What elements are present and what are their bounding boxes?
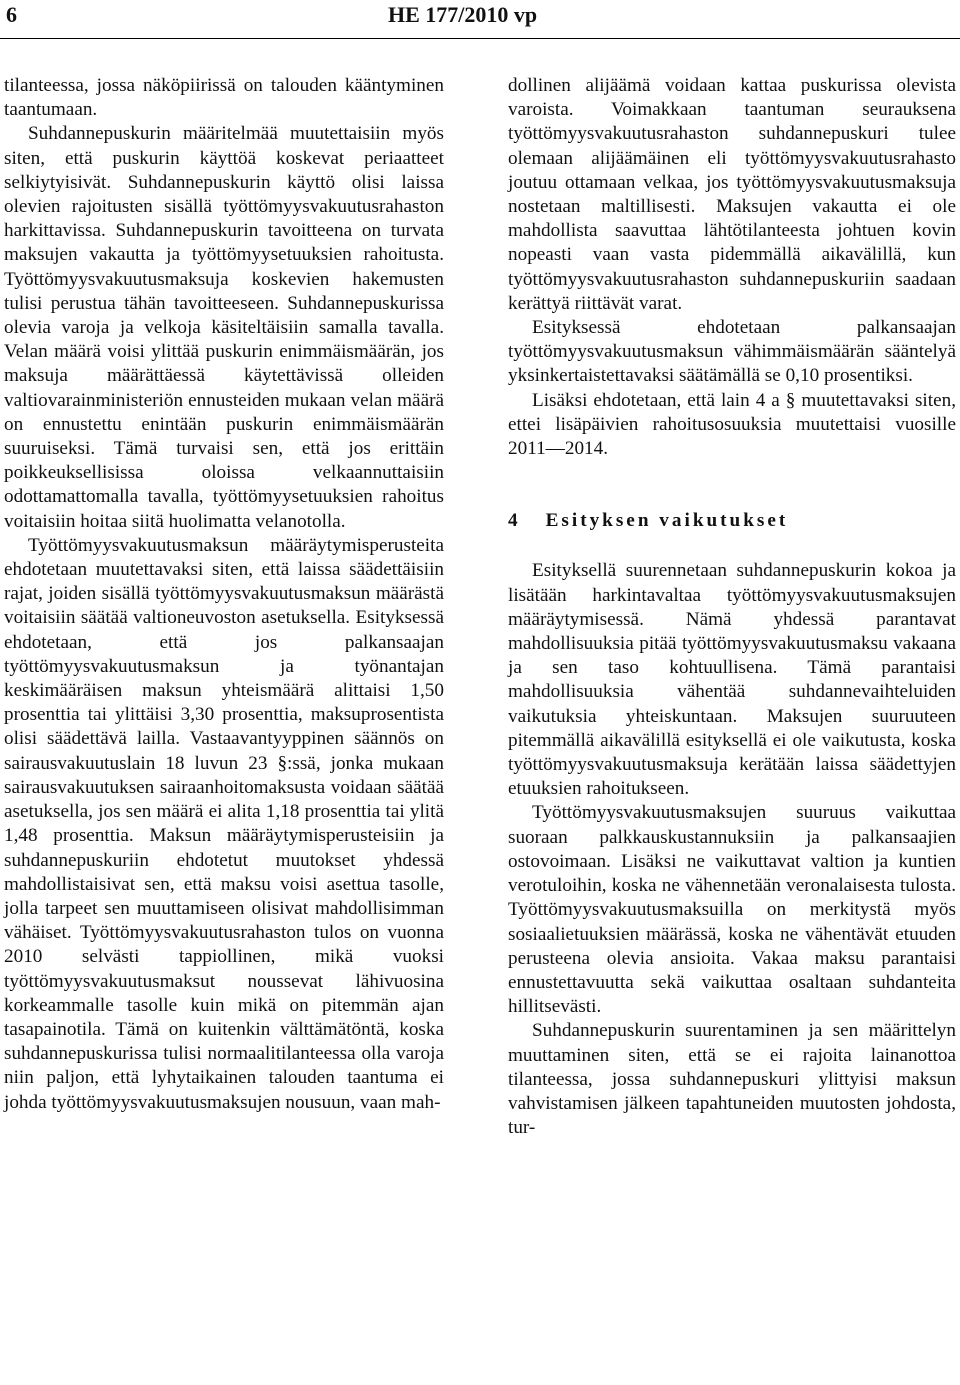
paragraph: Esityksessä ehdotetaan palkansaajan työttömyysvakuutusmaksun vähimmäismäärän sääntelyä yksinkertaistettavaksi säätämällä se 0,10 prosentiksi. [508, 317, 956, 387]
section-number: 4 [508, 510, 518, 532]
section-heading [508, 509, 956, 533]
paragraph: Työttömyysvakuutusmaksun määräytymisperusteita ehdotetaan muutettavaksi siten, että laissa säädettäisiin rajat, joiden sisällä työttömyysvakuutusmaksun määrästä voitaisiin säätää valtioneuvoston asetuksella. Esityksessä ehdotetaan, että jos palkansaajan työttömyysvakuutusmaksun ja työnantajan keskimääräisen maksun yhteismäärä alittaisi 1,50 prosenttia tai ylittäisi 3,30 prosenttia, maksuprosentista olisi säädettävä lailla. Vastaavantyyppinen säännös on sairausvakuutuslain 18 luvun 23 §:ssä, jonka mukaan sairausvakuutuksen sairaanhoitomaksusta voidaan säätää asetuksella, jos sen määrä ei alita 1,18 prosenttia tai ylitä 1,48 prosenttia. Maksun määräytymisperusteisiin ja suhdannepuskuriin ehdotetut muutokset yhdessä mahdollistaisivat sen, että maksu voisi asettua tasolle, jolla tarpeet sen muuttamiseen olisivat mahdollisimman vähäiset. Työttömyysvakuutusrahaston tulos on vuonna 2010 selvästi tappiollinen, mikä vuoksi työttömyysvakuutusmaksut noussevat lähivuosina korkeammalle tasolle kuin mikä on pitemmän ajan tasapainotila. Tämä on kuitenkin välttämätöntä, koska suhdannepuskurissa tulisi normaalitilanteessa olla varoja niin paljon, että lyhytaikainen talouden taantuma ei johda työttömyysvakuutusmaksujen nousuun, vaan mah- [4, 534, 444, 1113]
document-reference: HE 177/2010 vp [388, 2, 538, 27]
header-divider [0, 38, 960, 39]
page-number: 6 [6, 2, 17, 27]
page-header [0, 0, 960, 44]
paragraph: Lisäksi ehdotetaan, että lain 4 a § muutettavaksi siten, ettei lisäpäivien rahoitusosuuksia muutettaisi vuosille 2011—2014. [508, 389, 956, 460]
paragraph: Esityksellä suurennetaan suhdannepuskurin kokoa ja lisätään harkintavaltaa työttömyysvakuutusmaksujen määräytymisessä. Nämä yhdessä parantavat mahdollisuuksia pitää työttömyysvakuutusmaksu vakaana ja sen taso kohtuullisena. Tämä parantaisi mahdollisuuksia vähentää suhdannevaihteluiden vaikutuksia yhteiskuntaan. Maksujen suuruuteen pitemmällä aikavälillä esityksellä ei ole vaikutusta, koska työttömyysvakuutusmaksuja kerätään laissa säädettyjen etuuksien rahoitukseen. [508, 560, 956, 800]
paragraph: dollinen alijäämä voidaan kattaa puskurissa olevista varoista. Voimakkaan taantuman seurauksena työttömyysvakuutusrahaston suhdannepuskuri tulee olemaan alijäämäinen eli työttömyysvakuutusrahasto joutuu ottamaan velkaa, jos työttömyysvakuutusmaksuja nostetaan maltillisesti. Maksujen vakautta ei ole mahdollista saavuttaa lähtötilanteesta johtuen kovin nopeasti vaan vasta pidemmällä aikavälillä, kun työttömyysvakuutusrahaston suhdannepuskuriin saadaan kerättyä riittävät varat. [508, 75, 956, 314]
paragraph: Suhdannepuskurin määritelmää muutettaisiin myös siten, että puskurin käyttöä koskevat periaatteet selkiytyisivät. Suhdannepuskurin käyttö olisi laissa olevien rajoitusten sisällä työttömyysvakuutusrahaston harkittavissa. Suhdannepuskurin tavoitteena on turvata maksujen vakautta ja työttömyysetuuksien rahoitusta. Työttömyysvakuutusmaksuja koskevien hakemusten tulisi perustua tähän tavoitteeseen. Suhdannepuskurissa olevia varoja ja velkoja käsiteltäisiin samalla tavalla. Velan määrä voisi ylittää puskurin enimmäismäärän, jos maksuja määrättäessä käytettävissä olleiden valtiovarainministeriön ennusteiden mukaan velan määrä on ennustettu enintään puskurin enimmäismäärän suuruiseksi. Tämä turvaisi sen, että jos erittäin poikkeuksellisissa oloissa velkaannuttaisiin odottamattomalla tavalla, työttömyysetuuksien rahoitus voitaisiin hoitaa siitä huolimatta velanotolla. [4, 123, 444, 532]
paragraph: Työttömyysvakuutusmaksujen suuruus vaikuttaa suoraan palkkauskustannuksiin ja palkansaajien ostovoimaan. Lisäksi ne vaikuttavat valtion ja kuntien verotuloihin, koska ne vähennetään veronalaisesta tulosta. Työttömyysvakuutusmaksuilla on merkitystä myös sosiaalietuuksien määrässä, koska ne vähentävät etuuden perusteena olevia ansioita. Vakaa maksu parantaisi ennustettavuutta sekä vaikuttaa osaltaan suhdanteita hillitsevästi. [508, 802, 956, 1018]
paragraph: tilanteessa, jossa näköpiirissä on talouden kääntyminen taantumaan. [4, 75, 444, 121]
section-title: Esityksen vaikutukset [545, 510, 789, 532]
left-column [4, 74, 444, 1115]
paragraph: Suhdannepuskurin suurentaminen ja sen määrittelyn muuttaminen siten, että se ei rajoita lainanottoa tilanteessa, jossa suhdannepuskuri ylittyisi maksun vahvistamisen jälkeen tapahtuneiden muutosten johdosta, tur- [508, 1020, 956, 1139]
right-column [508, 74, 956, 1140]
